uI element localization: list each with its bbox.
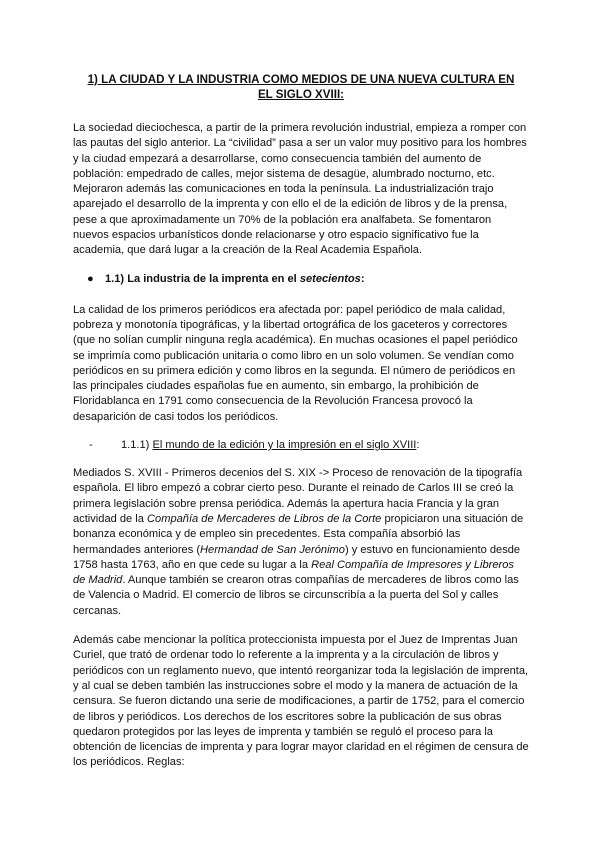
edition-italic-2: Hermandad de San Jerónimo: [200, 543, 345, 556]
title-line-1: 1) LA CIUDAD Y LA INDUSTRIA COMO MEDIOS DE UNA NUEVA CULTURA EN: [87, 73, 515, 86]
section-heading-text: 1.1) La industria de la imprenta en el: [105, 272, 300, 285]
edition-text-4: . Aunque también se crearon otras compañías de mercaderes de libros como las de Valencia o Madrid. El comercio de libros se circunscribía a la puerta del Sol y calles cercanas.: [73, 574, 519, 617]
section-heading-italic: setecientos: [299, 272, 361, 285]
edition-italic-3: Real Compañía de Impresores y Libreros de Madrid: [73, 558, 514, 587]
press-quality-paragraph: La calidad de los primeros periódicos era afectada por: papel periódico de mala calidad, pobreza y monotonía tipográficas, y la libertad ortográfica de los gaceteros y correctores (que no solían cumplir ninguna regla académica). En muchas ocasiones el papel periódico se imprimía como publicación unitaria o como libro en un solo volumen. Se vendían como periódicos en su primera edición y como libros en la segunda. El número de periódicos en las principales ciudades españolas fue en aumento, sin embargo, la prohibición de Floridablanca en 1791 como consecuencia de la Revolución Francesa provocó la desaparición de casi todos los periódicos.: [73, 303, 518, 423]
edition-paragraph: [73, 466, 529, 619]
intro-paragraph: La sociedad dieciochesca, a partir de la primera revolución industrial, empieza a romper con las pautas del siglo anterior. La “civilidad” pasa a ser un valor muy positivo para los hombres y la ciudad empezará a desarrollarse, como consecuencia también del aumento de población: empedrado de calles, mejor sistema de desagüe, alumbrado nocturno, etc. Mejoraron además las comunicaciones en toda la península. La industrialización trajo aparejado el desarrollo de la imprenta y con ello el de la edición de libros y de la prensa, pese a que aproximadamente un 70% de la población era analfabeta. Se fomentaron nuevos espacios urbanísticos donde relacionarse y otro espacio significativo fue la academia, que dará lugar a la creación de la Real Academia Española.: [73, 122, 527, 257]
subsection-number: 1.1.1): [121, 439, 153, 452]
title-line-2: EL SIGLO XVIII:: [257, 88, 345, 101]
document-page: [73, 72, 529, 771]
subsection-title: El mundo de la edición y la impresión en el siglo XVIII: [152, 439, 417, 452]
bullet-icon: ●: [87, 272, 94, 285]
document-title: [73, 72, 529, 102]
edition-text-2: propiciaron una situación de bonanza económica y de empleo sin precedentes. Esta compañía absorbió las hermandades anteriores (: [73, 512, 524, 556]
subsection-heading: [73, 438, 529, 453]
edition-text-3: ) y estuvo en funcionamiento desde 1758 hasta 1763, año en que cede su lugar a la: [73, 543, 521, 571]
edition-text-1: Mediados S. XVIII - Primeros decenios del S. XIX -> Proceso de renovación de la tipografía española. El libro empezó a cobrar cierto peso. Durante el reinado de Carlos III se creó la primera legislación sobre prensa periódica. Además la apertura hacia Francia y la gran actividad de la: [73, 467, 523, 525]
subsection-colon: :: [416, 439, 420, 452]
section-heading: [73, 272, 529, 287]
section-heading-colon: :: [360, 272, 365, 285]
dash-icon: -: [89, 439, 93, 452]
censorship-paragraph: Además cabe mencionar la política proteccionista impuesta por el Juez de Imprentas Juan Curiel, que trató de ordenar todo lo referente a la imprenta y a la circulación de libros y periódicos con un reglamento nuevo, que intentó reorganizar toda la legislación de imprenta, y al cual se deben también las instrucciones sobre el modo y la manera de actuación de la censura. Se fueron dictando una serie de modificaciones, a partir de 1752, para el comercio de libros y periódicos. Los derechos de los escritores sobre la publicación de sus obras quedaron protegidos por las leyes de imprenta y también se reguló el proceso para la obtención de licencias de imprenta y para lograr mayor claridad en el régimen de censura de los periódicos. Reglas:: [73, 634, 529, 769]
edition-italic-1: Compañía de Mercaderes de Libros de la Corte: [147, 512, 382, 525]
